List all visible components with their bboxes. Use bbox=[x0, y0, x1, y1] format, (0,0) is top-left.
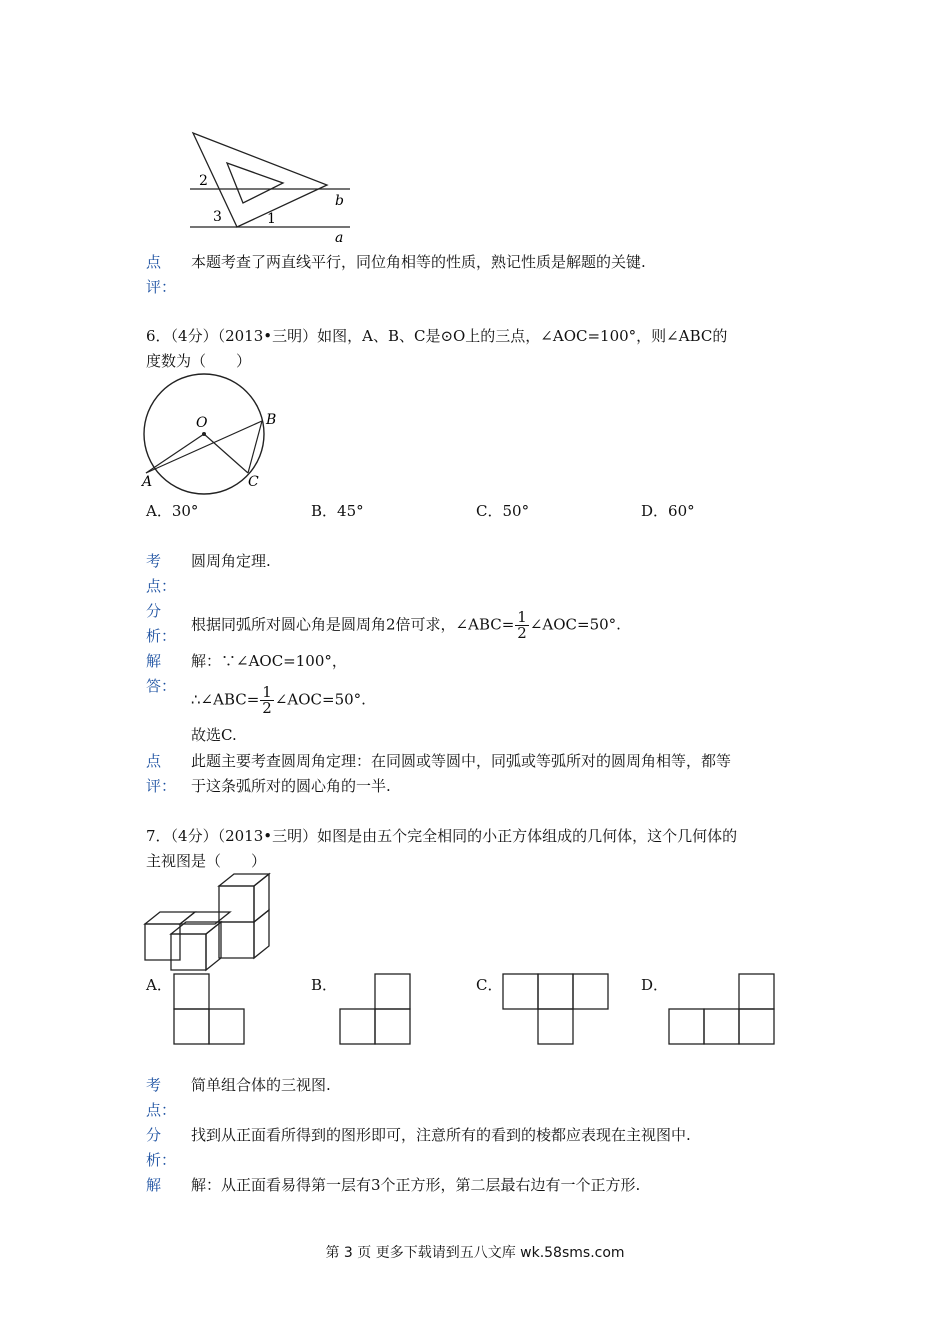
label-line2: 答： bbox=[146, 677, 177, 695]
q6-jie-line3: 故选C. bbox=[191, 726, 237, 744]
q7-stem-line2: 主视图是（ ） bbox=[146, 852, 267, 870]
label-line1: 考 bbox=[146, 552, 162, 570]
parallel-lines-ruler-figure bbox=[185, 125, 365, 247]
angle-label-3: 3 bbox=[213, 209, 222, 225]
point-label-c: C bbox=[248, 474, 259, 490]
page-footer: 第 3 页 更多下载请到五八文库 wk.58sms.com bbox=[325, 1245, 625, 1261]
q7-option-b-figure bbox=[339, 973, 413, 1047]
fraction-half bbox=[515, 610, 529, 641]
q6-option-a: A．30° bbox=[146, 502, 199, 520]
q6-kaodian-text: 圆周角定理. bbox=[191, 552, 271, 570]
frac-den: 2 bbox=[262, 699, 272, 717]
q7-option-d-label: D． bbox=[641, 976, 669, 994]
angle-label-2: 2 bbox=[199, 173, 208, 189]
line-label-a: a bbox=[335, 230, 344, 246]
ruler-inner-triangle bbox=[227, 163, 283, 203]
label-line1: 点 bbox=[146, 253, 162, 271]
label-line1: 解 bbox=[146, 652, 162, 670]
q7-jieda-text: 解：从正面看易得第一层有3个正方形，第二层最右边有一个正方形. bbox=[191, 1176, 641, 1194]
q6-option-c: C．50° bbox=[476, 502, 530, 520]
q7-kaodian-label bbox=[146, 1073, 176, 1123]
q7-stem-line1: 7．（4分）（2013•三明）如图是由五个完全相同的小正方体组成的几何体，这个几何体的 bbox=[146, 827, 738, 845]
q7-option-d-figure bbox=[668, 973, 778, 1047]
jie2-pre: ∴∠ABC= bbox=[191, 690, 260, 709]
q6-stem-line2: 度数为（ ） bbox=[146, 352, 252, 370]
q7-fenxi-text: 找到从正面看所得到的图形即可，注意所有的看到的棱都应表现在主视图中. bbox=[191, 1126, 691, 1144]
frac-num: 1 bbox=[262, 683, 272, 701]
comment-text: 本题考查了两直线平行，同位角相等的性质，熟记性质是解题的关键. bbox=[191, 253, 646, 271]
label-line1: 分 bbox=[146, 602, 162, 620]
q6-fenxi-text bbox=[191, 610, 621, 641]
segment-oa bbox=[146, 434, 204, 473]
fraction-half bbox=[260, 685, 274, 716]
fenxi-pre: 根据同弧所对圆心角是圆周角2倍可求，∠ABC= bbox=[191, 615, 515, 634]
q6-dianping-label bbox=[146, 749, 176, 799]
label-line2: 析： bbox=[146, 1151, 177, 1169]
q7-option-c-label: C． bbox=[476, 976, 503, 994]
cubes-3d-figure bbox=[140, 872, 280, 974]
q6-dianping-line1: 此题主要考查圆周角定理：在同圆或等圆中，同弧或等弧所对的圆周角相等，都等 bbox=[191, 752, 732, 770]
q7-option-b-label: B． bbox=[311, 976, 338, 994]
q6-fenxi-label bbox=[146, 599, 176, 649]
segment-oc bbox=[204, 434, 248, 473]
center-point bbox=[202, 432, 206, 436]
q6-option-d: D．60° bbox=[641, 502, 695, 520]
label-line1: 解 bbox=[146, 1176, 162, 1194]
q6-kaodian-label bbox=[146, 549, 176, 599]
point-label-o: O bbox=[196, 415, 208, 431]
label-line1: 考 bbox=[146, 1076, 162, 1094]
jie2-post: ∠AOC=50°. bbox=[274, 690, 366, 709]
comment-label bbox=[146, 250, 176, 300]
angle-label-1: 1 bbox=[267, 211, 276, 227]
point-label-a: A bbox=[142, 474, 153, 490]
q6-option-b: B．45° bbox=[311, 502, 364, 520]
q7-fenxi-label bbox=[146, 1123, 176, 1173]
label-line2: 评： bbox=[146, 278, 177, 296]
q6-dianping-line2: 于这条弧所对的圆心角的一半. bbox=[191, 777, 391, 795]
q6-stem-line1: 6．（4分）（2013•三明）如图，A、B、C是⊙O上的三点，∠AOC=100°，则∠ABC的 bbox=[146, 327, 728, 345]
frac-den: 2 bbox=[517, 624, 527, 642]
q6-jie-line2 bbox=[191, 685, 366, 716]
label-line2: 评： bbox=[146, 777, 177, 795]
q6-jieda-label bbox=[146, 649, 176, 699]
q6-jie-line1: 解：∵∠AOC=100°， bbox=[191, 652, 347, 670]
q7-option-a-label: A． bbox=[146, 976, 172, 994]
label-line2: 点： bbox=[146, 1101, 177, 1119]
label-line2: 点： bbox=[146, 577, 177, 595]
line-label-b: b bbox=[335, 193, 344, 209]
q7-option-a-figure bbox=[173, 973, 247, 1047]
circle-figure bbox=[138, 372, 288, 498]
point-label-b: B bbox=[266, 412, 277, 428]
label-line1: 点 bbox=[146, 752, 162, 770]
q7-jieda-label bbox=[146, 1173, 161, 1198]
label-line1: 分 bbox=[146, 1126, 162, 1144]
label-line2: 析： bbox=[146, 627, 177, 645]
q7-kaodian-text: 简单组合体的三视图. bbox=[191, 1076, 331, 1094]
fenxi-post: ∠AOC=50°. bbox=[529, 615, 621, 634]
frac-num: 1 bbox=[517, 608, 527, 626]
q7-option-c-figure bbox=[502, 973, 612, 1047]
